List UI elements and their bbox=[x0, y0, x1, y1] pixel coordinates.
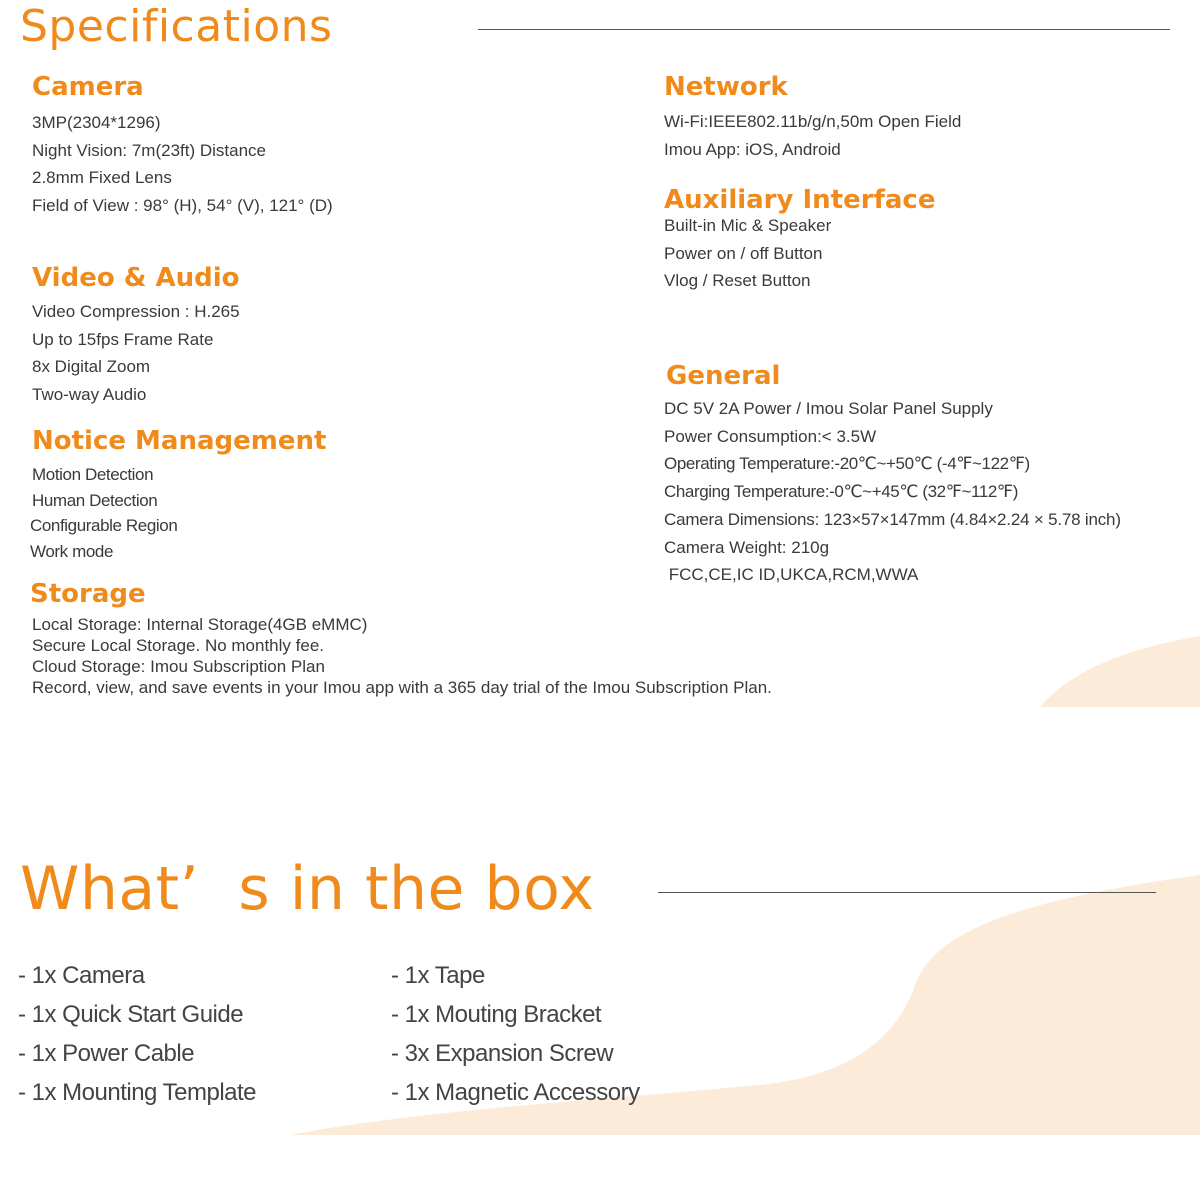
list-item: Camera Weight: 210g bbox=[664, 537, 830, 557]
list-item: Motion Detection bbox=[32, 465, 154, 484]
list-item: DC 5V 2A Power / Imou Solar Panel Supply bbox=[664, 399, 993, 418]
list-item: Imou App: iOS, Android bbox=[664, 139, 841, 159]
list-item: - 1x Camera bbox=[18, 962, 145, 989]
list-item: 3MP(2304*1296) bbox=[32, 113, 161, 132]
list-item: - 1x Tape bbox=[391, 962, 485, 989]
list-item: - 1x Power Cable bbox=[18, 1040, 195, 1067]
list-item: Charging Temperature:-0℃~+45℃ (32℉~112℉) bbox=[664, 482, 1018, 502]
list-item: 2.8mm Fixed Lens bbox=[32, 168, 172, 187]
video-audio-spec-list bbox=[32, 298, 240, 408]
storage-section-title: Storage bbox=[30, 579, 146, 609]
list-item: - 1x Magnetic Accessory bbox=[391, 1079, 640, 1106]
box-title-divider-line bbox=[658, 892, 1156, 893]
list-item: Up to 15fps Frame Rate bbox=[32, 329, 214, 349]
network-spec-list bbox=[664, 108, 961, 163]
general-section-title: General bbox=[666, 361, 781, 391]
notice-management-section bbox=[32, 426, 326, 564]
list-item: 8x Digital Zoom bbox=[32, 357, 151, 376]
list-item: Camera Dimensions: 123×57×147mm (4.84×2.24 × 5.78 inch) bbox=[664, 509, 1121, 529]
list-item: Record, view, and save events in your Imou app with a 365 day trial of the Imou Subscription Plan. bbox=[32, 678, 772, 697]
list-item: Local Storage: Internal Storage(4GB eMMC) bbox=[32, 615, 368, 634]
box-contents-left-list bbox=[18, 956, 256, 1112]
list-item: Vlog / Reset Button bbox=[664, 271, 811, 290]
video-audio-section-title: Video & Audio bbox=[32, 263, 240, 293]
list-item: Wi-Fi:IEEE802.11b/g/n,50m Open Field bbox=[664, 112, 962, 131]
storage-section bbox=[30, 579, 772, 698]
list-item: FCC,CE,IC ID,UKCA,RCM,WWA bbox=[664, 565, 919, 585]
list-item: Field of View : 98° (H), 54° (V), 121° (D) bbox=[32, 195, 333, 215]
notice-management-list bbox=[32, 462, 326, 564]
notice-management-section-title: Notice Management bbox=[32, 426, 327, 456]
auxiliary-interface-section-title: Auxiliary Interface bbox=[664, 185, 936, 215]
network-section-title: Network bbox=[664, 72, 788, 102]
auxiliary-interface-list bbox=[664, 212, 935, 295]
list-item: - 3x Expansion Screw bbox=[391, 1040, 614, 1067]
general-section bbox=[664, 361, 1121, 589]
video-audio-section bbox=[32, 263, 240, 408]
list-item: Work mode bbox=[30, 541, 114, 561]
list-item: - 1x Mouting Bracket bbox=[391, 1001, 602, 1028]
network-section bbox=[664, 72, 961, 163]
list-item: Night Vision: 7m(23ft) Distance bbox=[32, 140, 267, 160]
list-item: Power on / off Button bbox=[664, 243, 823, 263]
list-item: Secure Local Storage. No monthly fee. bbox=[32, 636, 324, 655]
list-item: - 1x Quick Start Guide bbox=[18, 1001, 244, 1028]
list-item: Power Consumption:< 3.5W bbox=[664, 426, 877, 446]
list-item: Configurable Region bbox=[30, 516, 178, 535]
list-item: Cloud Storage: Imou Subscription Plan bbox=[32, 657, 325, 676]
specifications-title: Specifications bbox=[20, 1, 333, 52]
whats-in-the-box-title: What’ s in the box bbox=[20, 854, 595, 924]
title-divider-line bbox=[478, 29, 1170, 30]
auxiliary-interface-section bbox=[664, 185, 935, 295]
storage-spec-list bbox=[32, 614, 772, 698]
top-right-blob bbox=[1040, 636, 1200, 707]
camera-spec-list bbox=[32, 109, 333, 219]
camera-section-title: Camera bbox=[32, 72, 144, 102]
list-item: Video Compression : H.265 bbox=[32, 302, 240, 321]
general-spec-list bbox=[664, 395, 1121, 589]
list-item: - 1x Mounting Template bbox=[18, 1079, 257, 1106]
list-item: Operating Temperature:-20℃~+50℃ (-4℉~122℉) bbox=[664, 454, 1030, 474]
box-contents-right-list bbox=[391, 956, 640, 1112]
list-item: Built-in Mic & Speaker bbox=[664, 216, 832, 235]
list-item: Two-way Audio bbox=[32, 384, 147, 404]
camera-section bbox=[32, 72, 333, 219]
list-item: Human Detection bbox=[32, 490, 158, 510]
